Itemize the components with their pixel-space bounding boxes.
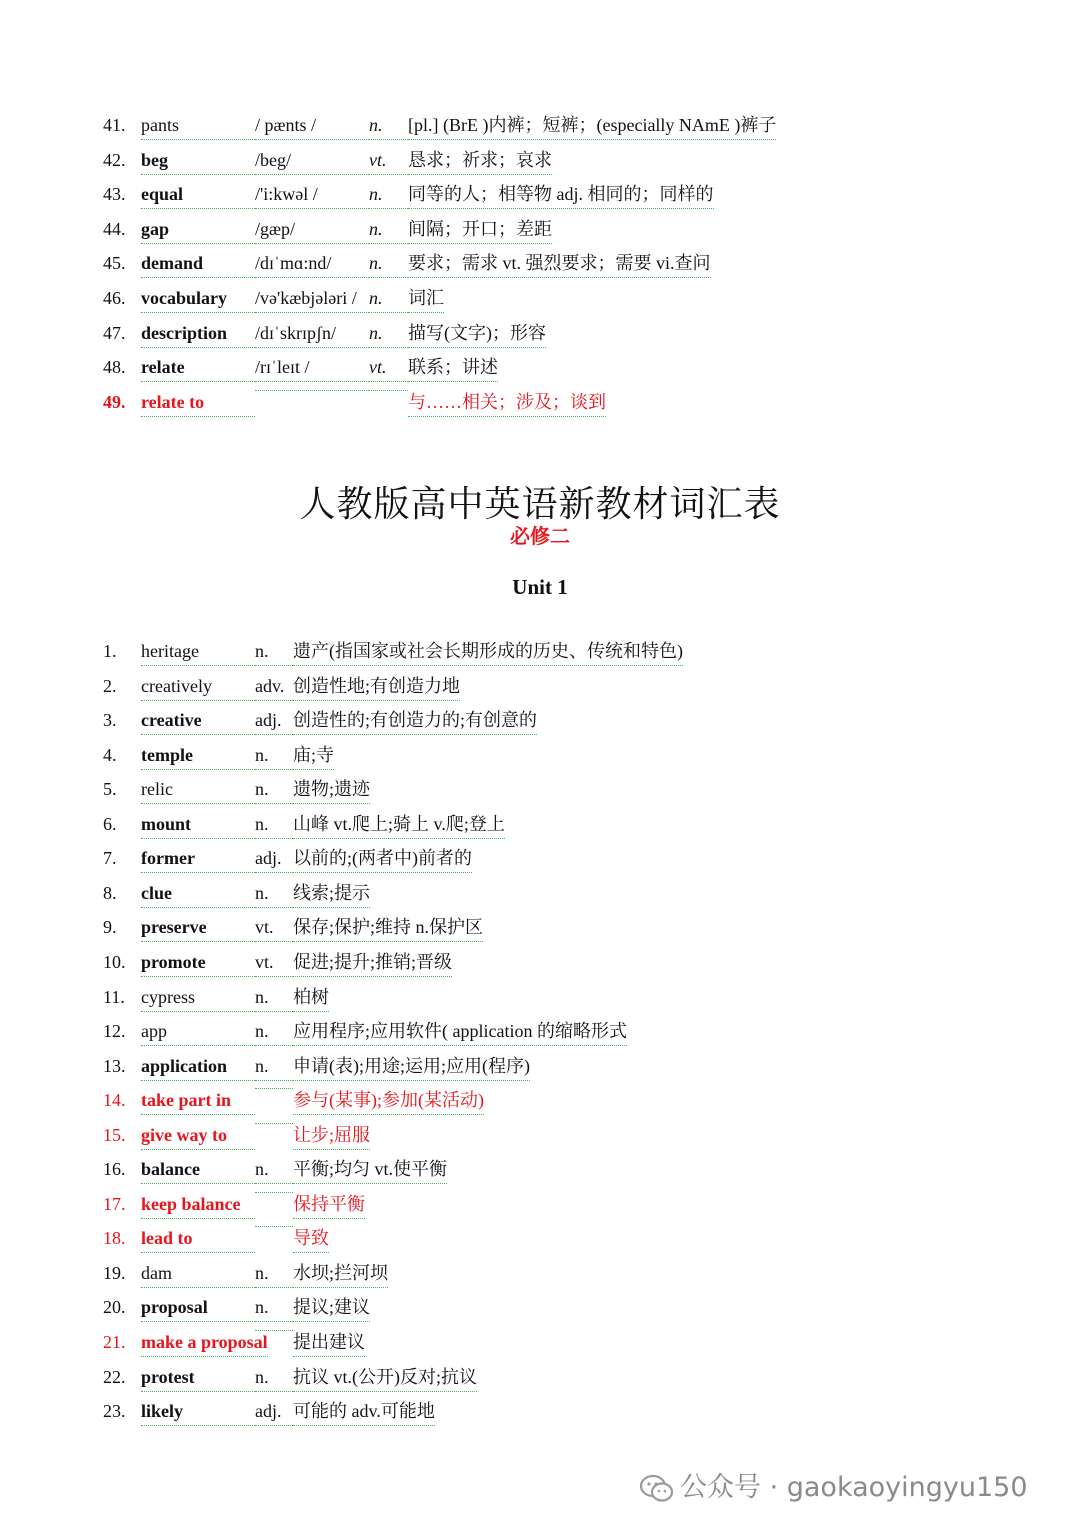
phonetic: /'i:kwəl / (255, 181, 369, 209)
item-number: 45. (103, 253, 126, 274)
meaning: 提出建议 (293, 1329, 365, 1357)
part-of-speech: n. (255, 742, 293, 770)
vocab-word: proposal (141, 1294, 255, 1322)
part-of-speech (255, 1087, 293, 1089)
item-number: 48. (103, 357, 126, 378)
phonetic: / pænts / (255, 112, 369, 140)
item-number: 1. (103, 641, 117, 661)
item-number: 21. (103, 1332, 126, 1352)
meaning: 词汇 (408, 285, 444, 313)
meaning: [pl.] (BrE )内裤；短裤；(especially NAmE )裤子 (408, 112, 776, 140)
wechat-icon (640, 1475, 674, 1503)
phonetic: /dɪˈmɑ:nd/ (255, 250, 369, 278)
item-number: 4. (103, 744, 117, 765)
part-of-speech: adv. (255, 673, 293, 701)
phonetic: /gæp/ (255, 216, 369, 244)
vocab-word: likely (141, 1398, 255, 1426)
part-of-speech (255, 1329, 293, 1331)
part-of-speech: n. (255, 776, 293, 804)
item-number: 13. (103, 1055, 126, 1076)
meaning: 描写(文字)；形容 (408, 320, 546, 348)
page-subtitle: 必修二 (510, 524, 570, 548)
part-of-speech: n. (255, 1364, 293, 1392)
item-number: 3. (103, 710, 117, 731)
vocab-word: keep balance (141, 1191, 255, 1219)
item-number: 9. (103, 917, 117, 938)
phonetic: /və'kæbjələri / (255, 285, 369, 313)
watermark (640, 1465, 1028, 1505)
meaning: 同等的人；相等物 adj. 相同的；同样的 (408, 181, 714, 209)
meaning: 要求；需求 vt. 强烈要求；需要 vi.查问 (408, 250, 711, 278)
vocab-word: relate to (141, 389, 255, 417)
item-number: 42. (103, 149, 126, 170)
meaning: 促进;提升;推销;晋级 (293, 949, 452, 977)
vocab-word: creative (141, 707, 255, 735)
item-number: 22. (103, 1366, 126, 1387)
part-of-speech: n. (369, 285, 408, 313)
watermark-text: 公众号 · gaokaoyingyu150 (680, 1472, 1028, 1503)
meaning: 申请(表);用途;运用;应用(程序) (293, 1053, 530, 1081)
meaning: 可能的 adv.可能地 (293, 1398, 435, 1426)
item-number: 6. (103, 813, 117, 834)
vocab-word: demand (141, 250, 255, 278)
part-of-speech (255, 1191, 293, 1193)
vocab-word: preserve (141, 914, 255, 942)
part-of-speech: n. (369, 216, 408, 244)
item-number: 41. (103, 115, 126, 135)
item-number: 20. (103, 1297, 126, 1318)
vocab-word: take part in (141, 1087, 255, 1115)
vocab-word: make a proposal (141, 1329, 268, 1357)
part-of-speech: n. (369, 112, 408, 140)
part-of-speech: n. (369, 320, 408, 348)
part-of-speech: vt. (255, 914, 293, 942)
vocab-word: description (141, 320, 255, 348)
item-number: 16. (103, 1159, 126, 1180)
vocab-word: lead to (141, 1225, 255, 1253)
meaning: 抗议 vt.(公开)反对;抗议 (293, 1364, 477, 1392)
meaning: 恳求；祈求；哀求 (408, 147, 552, 175)
item-number: 2. (103, 675, 117, 696)
item-number: 5. (103, 779, 117, 800)
phonetic: /dɪˈskrɪpʃn/ (255, 320, 369, 348)
vocab-word: protest (141, 1364, 255, 1392)
vocab-word: heritage (141, 638, 255, 666)
vocab-word: balance (141, 1156, 255, 1184)
meaning: 以前的;(两者中)前者的 (293, 845, 472, 873)
part-of-speech: n. (369, 181, 408, 209)
meaning: 庙;寺 (293, 742, 334, 770)
part-of-speech: vt. (369, 147, 408, 175)
part-of-speech: n. (255, 811, 293, 839)
item-number: 18. (103, 1228, 126, 1249)
vocab-word: app (141, 1018, 255, 1046)
part-of-speech: adj. (255, 845, 293, 873)
phonetic: /rɪˈleɪt / (255, 354, 369, 382)
meaning: 与……相关；涉及；谈到 (408, 389, 606, 417)
vocab-word: temple (141, 742, 255, 770)
meaning: 水坝;拦河坝 (293, 1260, 388, 1288)
meaning: 线索;提示 (293, 880, 370, 908)
vocab-word: promote (141, 949, 255, 977)
meaning: 遗物;遗迹 (293, 776, 370, 804)
part-of-speech: n. (255, 1053, 293, 1081)
part-of-speech: n. (255, 1260, 293, 1288)
unit-heading: Unit 1 (512, 575, 568, 599)
item-number: 43. (103, 184, 126, 205)
item-number: 11. (103, 986, 125, 1007)
meaning: 联系；讲述 (408, 354, 498, 382)
meaning: 山峰 vt.爬上;骑上 v.爬;登上 (293, 811, 505, 839)
vocab-word: give way to (141, 1122, 255, 1150)
meaning: 创造性的;有创造力的;有创意的 (293, 707, 537, 735)
phonetic: /beg/ (255, 147, 369, 175)
item-number: 10. (103, 951, 126, 972)
vocab-word: relate (141, 354, 255, 382)
vocab-word: cypress (141, 984, 255, 1012)
vocab-word: application (141, 1053, 255, 1081)
meaning: 让步;屈服 (293, 1122, 370, 1150)
vocab-word: equal (141, 181, 255, 209)
item-number: 47. (103, 322, 126, 343)
item-number: 46. (103, 288, 126, 308)
item-number: 23. (103, 1401, 126, 1422)
item-number: 8. (103, 882, 117, 903)
meaning: 创造性地;有创造力地 (293, 673, 460, 701)
item-number: 19. (103, 1262, 126, 1283)
meaning: 保存;保护;维持 n.保护区 (293, 914, 483, 942)
part-of-speech: n. (255, 1294, 293, 1322)
item-number: 44. (103, 218, 126, 239)
part-of-speech: n. (255, 984, 293, 1012)
vocab-word: vocabulary (141, 285, 255, 313)
part-of-speech: adj. (255, 707, 293, 735)
meaning: 柏树 (293, 984, 329, 1012)
part-of-speech: n. (255, 638, 293, 666)
vocab-word: former (141, 845, 255, 873)
vocab-word: relic (141, 776, 255, 804)
item-number: 49. (103, 391, 126, 412)
meaning: 平衡;均匀 vt.使平衡 (293, 1156, 447, 1184)
meaning: 保持平衡 (293, 1191, 365, 1219)
meaning: 间隔；开口；差距 (408, 216, 552, 244)
part-of-speech: n. (255, 880, 293, 908)
item-number: 12. (103, 1021, 126, 1042)
vocab-word: mount (141, 811, 255, 839)
part-of-speech: adj. (255, 1398, 293, 1426)
part-of-speech: n. (369, 250, 408, 278)
part-of-speech: vt. (369, 354, 408, 382)
part-of-speech (255, 1225, 293, 1227)
item-number: 17. (103, 1193, 126, 1214)
part-of-speech: n. (255, 1156, 293, 1184)
page-title: 人教版高中英语新教材词汇表 (299, 484, 781, 525)
phonetic (255, 389, 369, 391)
vocab-word: gap (141, 216, 255, 244)
vocab-word: creatively (141, 673, 255, 701)
part-of-speech: n. (255, 1018, 293, 1046)
meaning: 导致 (293, 1225, 329, 1253)
meaning: 参与(某事);参加(某活动) (293, 1087, 484, 1115)
part-of-speech (369, 389, 408, 391)
meaning: 应用程序;应用软件( application 的缩略形式 (293, 1018, 627, 1046)
meaning: 提议;建议 (293, 1294, 370, 1322)
item-number: 7. (103, 848, 117, 869)
item-number: 14. (103, 1090, 126, 1111)
vocab-word: clue (141, 880, 255, 908)
part-of-speech: vt. (255, 949, 293, 977)
part-of-speech (255, 1122, 293, 1124)
meaning: 遗产(指国家或社会长期形成的历史、传统和特色) (293, 638, 683, 666)
vocab-word: pants (141, 112, 255, 140)
item-number: 15. (103, 1124, 126, 1145)
vocab-word: beg (141, 147, 255, 175)
vocab-word: dam (141, 1260, 255, 1288)
